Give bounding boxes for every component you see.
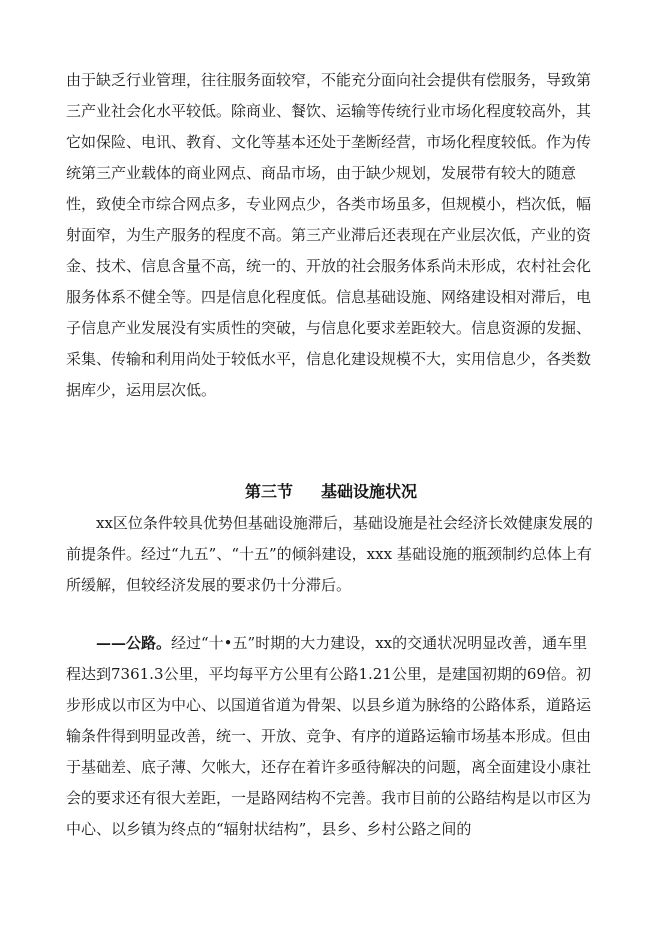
paragraph-highway [66, 628, 598, 845]
section-number: 第三节 [244, 482, 293, 501]
paragraph-infrastructure-intro: xx区位条件较具优势但基础设施滞后，基础设施是社会经济长效健康发展的前提条件。经过“九五”、“十五”的倾斜建设，xxx 基础设施的瓶颈制约总体上有所缓解，但较经济发展的要求仍十分滞后。 [66, 514, 593, 594]
paragraph-tertiary-industry: 由于缺乏行业管理，往往服务面较窄，不能充分面向社会提供有偿服务，导致第三产业社会化水平较低。除商业、餐饮、运输等传统行业市场化程度较高外，其它如保险、电讯、教育、文化等基本还处于垄断经营，市场化程度较低。作为传统第三产业载体的商业网点、商品市场，由于缺少规划，发展带有较大的随意性，致使全市综合网点多，专业网点少，各类市场虽多，但规模小，档次低，幅射面窄，为生产服务的程度不高。第三产业滞后还表现在产业层次低，产业的资金、技术、信息含量不高，统一的、开放的社会服务体系尚未形成，农村社会化服务体系不健全等。四是信息化程度低。信息基础设施、网络建设相对滞后，电子信息产业发展没有实质性的突破，与信息化要求差距较大。信息资源的发掘、采集、传输和利用尚处于较低水平，信息化建设规模不大，实用信息少，各类数据库少，运用层次低。 [66, 71, 592, 399]
highway-lead: ——公路。 [96, 634, 172, 652]
section-heading [0, 476, 662, 507]
highway-body: 经过“十•五”时期的大力建设，xx的交通状况明显改善，通车里程达到7361.3公里，平均每平方公里有公路1.21公里，是建国初期的69倍。初步形成以市区为中心、以国道省道为骨架、以县乡道为脉络的公路体系，道路运输条件得到明显改善，统一、开放、竞争、有序的道路运输市场基本形成。但由于基础差、底子薄、欠帐大，还存在着许多亟待解决的问题，离全面建设小康社会的要求还有很大差距，一是路网结构不完善。我市目前的公路结构是以市区为中心、以乡镇为终点的“辐射状结构”，县乡、乡村公路之间的 [66, 634, 592, 838]
section-title: 基础设施状况 [321, 482, 418, 501]
